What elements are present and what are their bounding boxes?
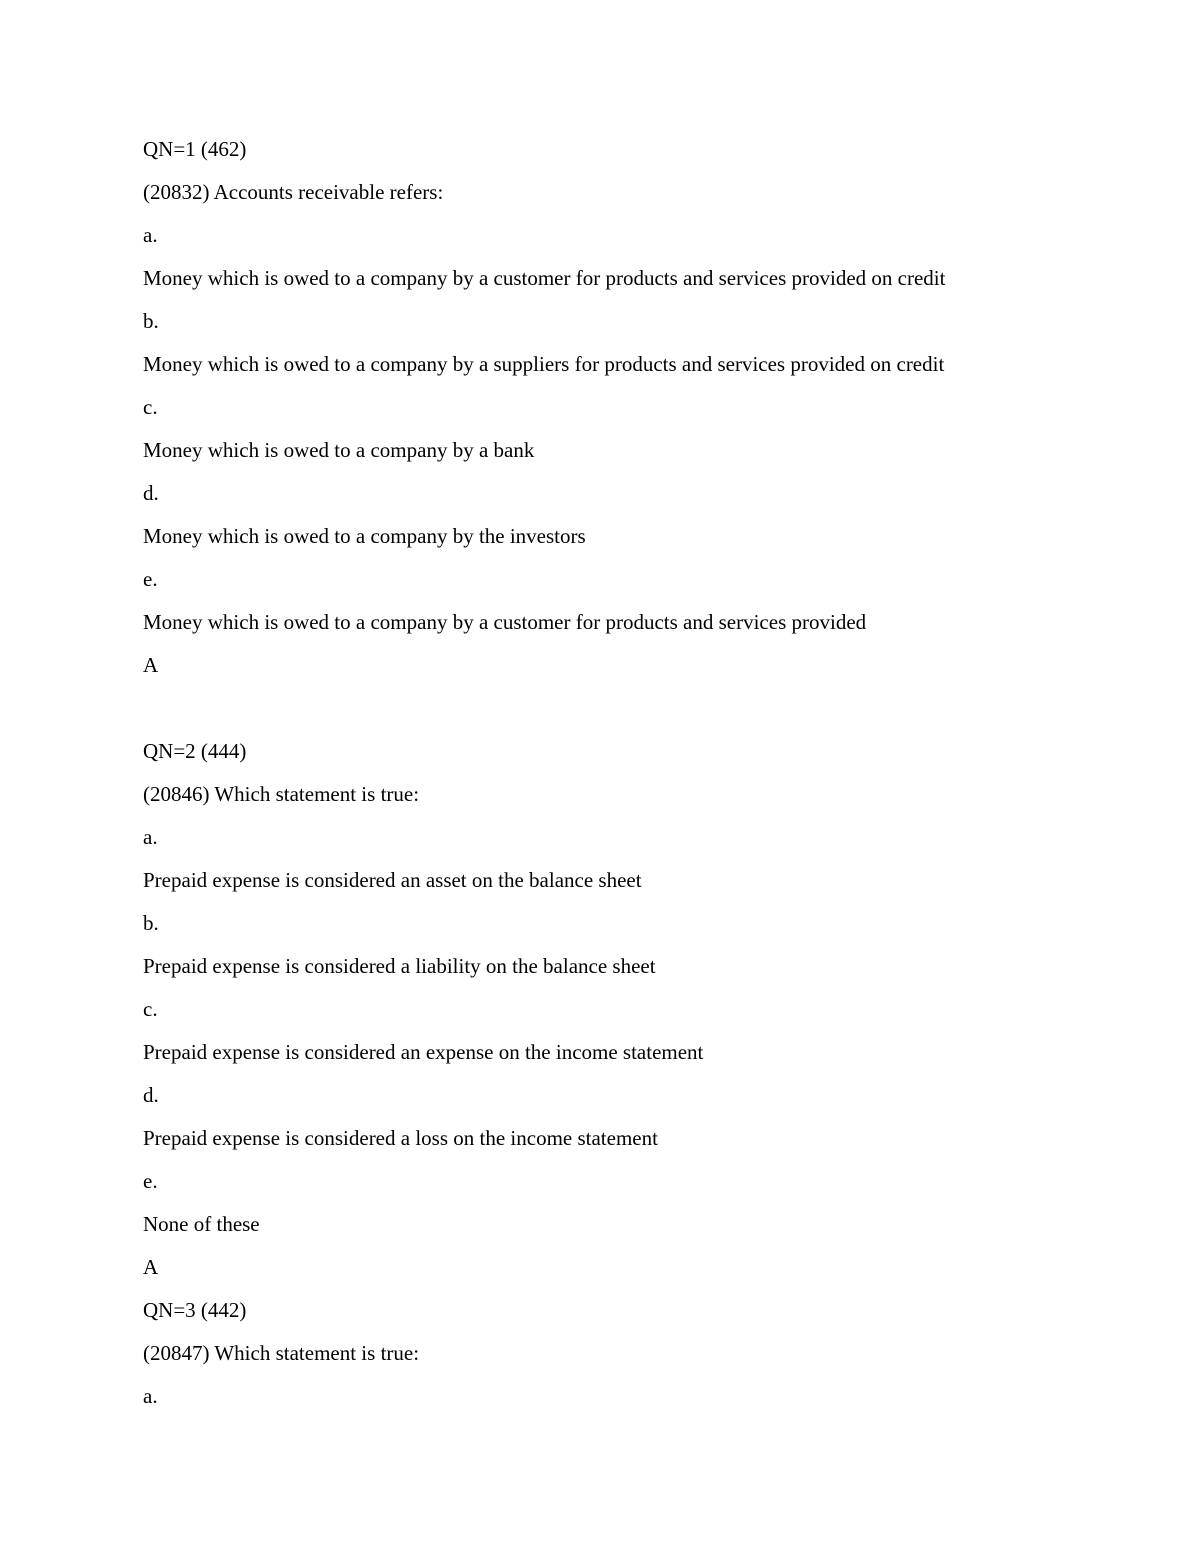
option-text: Money which is owed to a company by a bank [143, 438, 535, 462]
option-letter: c. [143, 997, 158, 1021]
option-letter: a. [143, 1384, 158, 1408]
option-text: Money which is owed to a company by the investors [143, 524, 586, 548]
option-text: None of these [143, 1212, 260, 1236]
option-text: Money which is owed to a company by a suppliers for products and services provided on credit [143, 352, 945, 376]
option-letter: a. [143, 825, 158, 849]
option-text: Prepaid expense is considered an asset on the balance sheet [143, 868, 642, 892]
question-header: QN=1 (462) [143, 137, 247, 161]
answer-key: A [143, 653, 159, 677]
option-letter: d. [143, 1083, 159, 1107]
option-text: Prepaid expense is considered a loss on the income statement [143, 1126, 658, 1150]
question-block-1 [143, 128, 1160, 687]
option-letter: e. [143, 567, 158, 591]
question-header: QN=3 (442) [143, 1298, 247, 1322]
option-text: Prepaid expense is considered an expense on the income statement [143, 1040, 704, 1064]
answer-key: A [143, 1255, 159, 1279]
option-text: Money which is owed to a company by a customer for products and services provided [143, 610, 867, 634]
question-prompt: (20832) Accounts receivable refers: [143, 180, 444, 204]
option-text: Prepaid expense is considered a liability on the balance sheet [143, 954, 656, 978]
question-prompt: (20847) Which statement is true: [143, 1341, 420, 1365]
option-letter: a. [143, 223, 158, 247]
option-letter: d. [143, 481, 159, 505]
option-text: Money which is owed to a company by a customer for products and services provided on credit [143, 266, 946, 290]
question-prompt: (20846) Which statement is true: [143, 782, 420, 806]
blank-line [143, 687, 1160, 730]
option-letter: e. [143, 1169, 158, 1193]
option-letter: b. [143, 309, 159, 333]
question-block-2 [143, 730, 1160, 1289]
question-header: QN=2 (444) [143, 739, 247, 763]
question-block-3 [143, 1289, 1160, 1418]
option-letter: c. [143, 395, 158, 419]
option-letter: b. [143, 911, 159, 935]
